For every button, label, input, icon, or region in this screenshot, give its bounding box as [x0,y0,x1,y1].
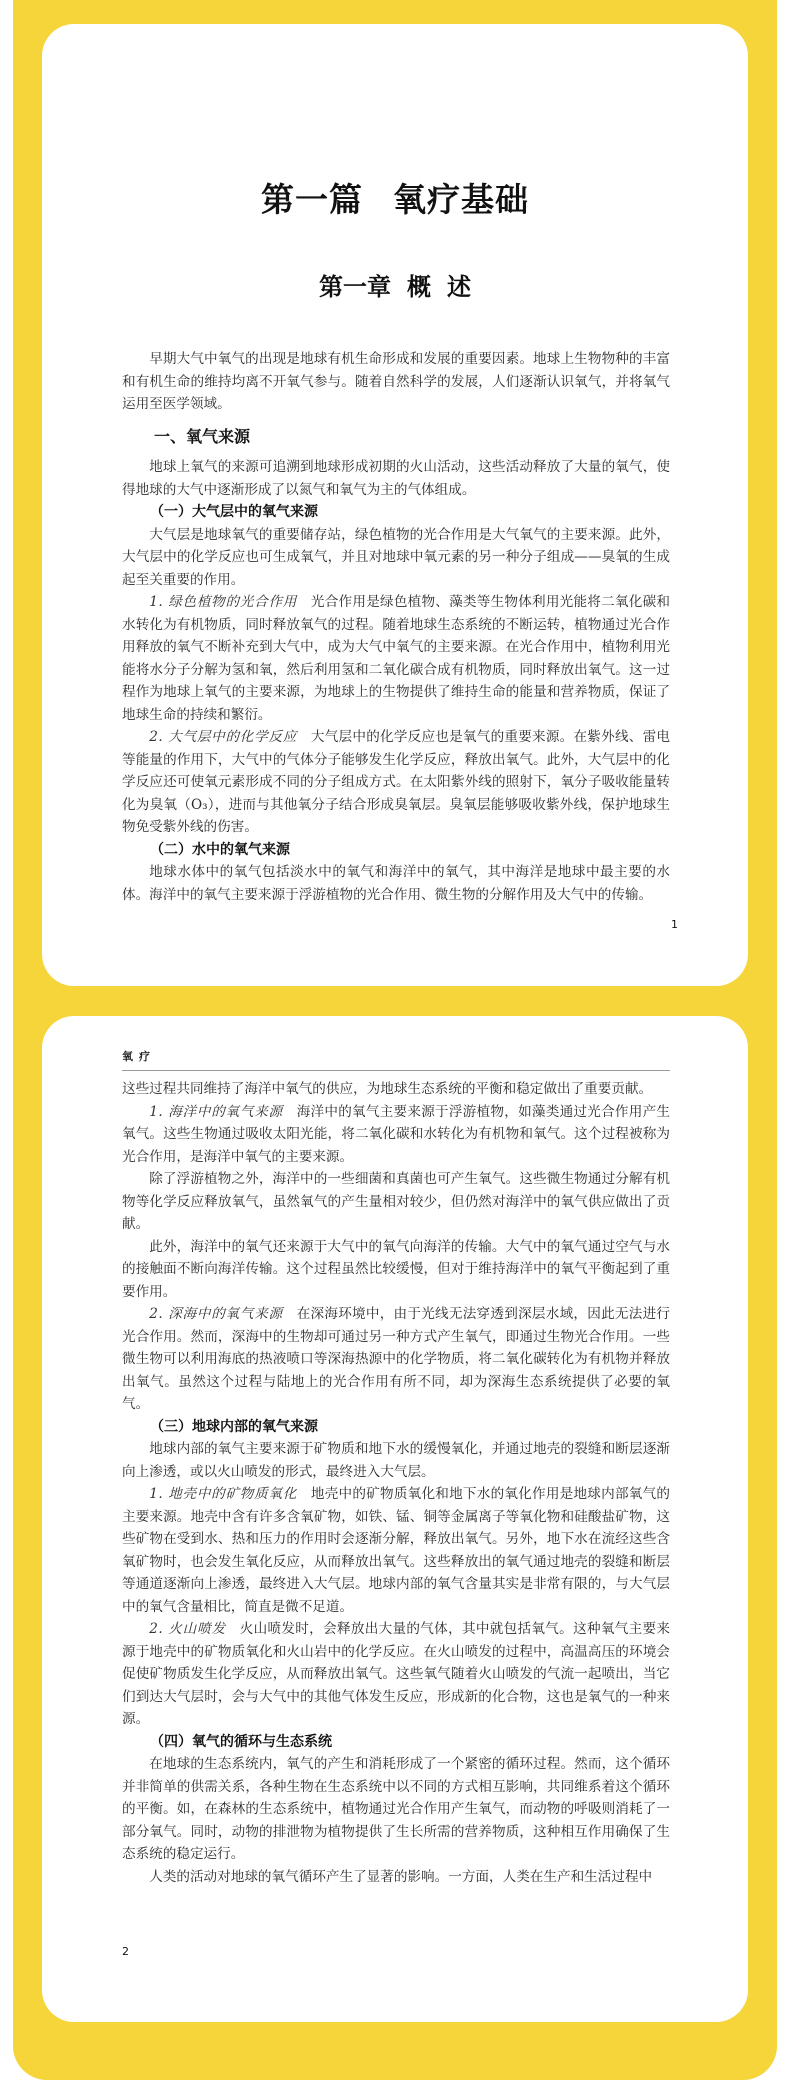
item-text-photosynthesis: 光合作用是绿色植物、藻类等生物体利用光能将二氧化碳和水转化为有机物质，同时释放氧气的过程。随着地球生态系统的不断运转，植物通过光合作用释放的氧气不断补充到大气中，成为大气中氧气的主要来源。在光合作用中，植物利用光能将水分子分解为氢和氧，然后利用氢和二氧化碳合成有机物质，同时释放出氧气。这一过程作为地球上氧气的主要来源，为地球上的生物提供了维持生命的能量和营养物质，保证了地球生命的持续和繁衍。 [122,594,671,723]
ocean-oxygen-paragraph [122,1101,670,1169]
item-text-chemical-reaction: 大气层中的化学反应也是氧气的重要来源。在紫外线、雷电等能量的作用下，大气中的气体分子能够发生化学反应，释放出氧气。此外，大气层中的化学反应还可使氧元素形成不同的分子组成方式。在太阳紫外线的照射下，氧分子吸收能量转化为臭氧（O₃），进而与其他氧分子结合形成臭氧层。臭氧层能够吸收紫外线，保护地球生物免受紫外线的伤害。 [122,729,671,835]
human-activity-paragraph: 人类的活动对地球的氧气循环产生了显著的影响。一方面，人类在生产和生活过程中 [149,1868,653,1885]
item-lead-photosynthesis: 1. 绿色植物的光合作用 [149,594,298,610]
atmosphere-intro-paragraph: 大气层是地球氧气的重要储存站，绿色植物的光合作用是大气氧气的主要来源。此外，大气层中的化学反应也可生成氧气，并且对地球中氧元素的另一种分子组成——臭氧的生成起至关重要的作用。 [122,526,670,588]
item-text-volcano: 火山喷发时，会释放出大量的气体，其中就包括氧气。这种氧气主要来源于地壳中的矿物质氧化和火山岩中的化学反应。在火山喷发的过程中，高温高压的环境会促使矿物质发生化学反应，从而释放出氧气。这些氧气随着火山喷发的气流一起喷出，当它们到达大气层时，会与大气中的其他气体发生反应，形成新的化合物，这也是氧气的一种来源。 [122,1621,671,1727]
atmospheric-transfer-paragraph: 此外，海洋中的氧气还来源于大气中的氧气向海洋的传输。大气中的氧气通过空气与水的接触面不断向海洋传输。这个过程虽然比较缓慢，但对于维持海洋中的氧气平衡起到了重要作用。 [122,1238,670,1300]
section-intro-paragraph: 地球上氧气的来源可追溯到地球形成初期的火山活动，这些活动释放了大量的氧气，使得地球的大气中逐渐形成了以氮气和氧气为主的气体组成。 [122,459,670,498]
subsection-heading-oxygen-cycle: （四）氧气的循环与生态系统 [150,1733,332,1750]
item-lead-deep-sea: 2. 深海中的氧气来源 [149,1306,283,1322]
item-text-ocean: 海洋中的氧气主要来源于浮游植物，如藻类通过光合作用产生氧气。这些生物通过吸收太阳光能，将二氧化碳和水转化为有机物和氧气。这个过程被称为光合作用，是海洋中氧气的主要来源。 [122,1103,670,1165]
page-number: 1 [671,918,678,931]
item-lead-ocean: 1. 海洋中的氧气来源 [149,1103,283,1120]
chemical-reaction-paragraph [122,726,670,839]
part-name: 氧疗基础 [393,180,529,219]
chapter-number: 第一章 [319,272,391,301]
chapter-word-2: 述 [447,272,471,301]
chapter-title [42,267,748,302]
subsection-heading-earth-interior: （三）地球内部的氧气来源 [150,1418,318,1435]
photosynthesis-paragraph [122,591,670,726]
part-number: 第一篇 [261,180,363,219]
subsection-heading-atmosphere: （一）大气层中的氧气来源 [150,504,318,520]
page-1-body [122,348,670,906]
intro-paragraph: 早期大气中氧气的出现是地球有机生命形成和发展的重要因素。地球上生物物种的丰富和有机生命的维持均离不开氧气参与。随着自然科学的发展，人们逐渐认识氧气，并将氧气运用至医学领域。 [122,351,670,412]
page-2-body [122,1078,670,1888]
part-title [42,174,748,221]
earth-interior-intro-paragraph: 地球内部的氧气主要来源于矿物质和地下水的缓慢氧化，并通过地壳的裂缝和断层逐渐向上渗透，或以火山喷发的形式，最终进入大气层。 [122,1441,670,1480]
item-lead-mineral-oxidation: 1. 地壳中的矿物质氧化 [149,1486,298,1502]
running-header: 氧疗 [122,1048,670,1071]
subsection-heading-water: （二）水中的氧气来源 [150,841,290,858]
continuation-paragraph: 这些过程共同维持了海洋中氧气的供应，为地球生态系统的平衡和稳定做出了重要贡献。 [122,1081,653,1097]
oxygen-cycle-paragraph: 在地球的生态系统内，氧气的产生和消耗形成了一个紧密的循环过程。然而，这个循环并非简单的供需关系，各种生物在生态系统中以不同的方式相互影响，共同维系着这个循环的平衡。如，在森林的生态系统中，植物通过光合作用产生氧气，而动物的呼吸则消耗了一部分氧气。同时，动物的排泄物为植物提供了生长所需的营养物质，这种相互作用确保了生态系统的稳定运行。 [122,1756,670,1862]
water-intro-paragraph: 地球水体中的氧气包括淡水中的氧气和海洋中的氧气，其中海洋是地球中最主要的水体。海洋中的氧气主要来源于浮游植物的光合作用、微生物的分解作用及大气中的传输。 [122,864,670,903]
item-text-mineral-oxidation: 地壳中的矿物质氧化和地下水的氧化作用是地球内部氧气的主要来源。地壳中含有许多含氧矿物，如铁、锰、铜等金属离子等氧化物和硅酸盐矿物，这些矿物在受到水、热和压力的作用时会逐渐分解，释放出氧气。另外，地下水在流经这些含氧矿物时，也会发生氧化反应，从而释放出氧气。这些释放出的氧气通过地壳的裂缝和断层等通道逐渐向上渗透，最终进入大气层。地球内部的氧气含量其实是非常有限的，与大气层中的氧气含量相比，简直是微不足道。 [122,1486,671,1615]
item-lead-chemical-reaction: 2. 大气层中的化学反应 [149,729,298,745]
mineral-oxidation-paragraph [122,1483,670,1618]
volcano-paragraph [122,1618,670,1731]
item-lead-volcano: 2. 火山喷发 [149,1621,226,1637]
item-text-deep-sea: 在深海环境中，由于光线无法穿透到深层水域，因此无法进行光合作用。然而，深海中的生物却可通过另一种方式产生氧气，即通过生物光合作用。一些微生物可以利用海底的热液喷口等深海热源中的化学物质，将二氧化碳转化为有机物并释放出氧气。虽然这个过程与陆地上的光合作用有所不同，却为深海生态系统提供了必要的氧气。 [122,1306,670,1412]
book-page-1 [42,24,748,986]
page-number: 2 [122,1945,129,1958]
deep-sea-paragraph [122,1303,670,1416]
book-page-2 [42,1016,748,2022]
section-heading-oxygen-sources: 一、氧气来源 [154,426,251,446]
chapter-word-1: 概 [407,272,431,301]
bacteria-paragraph: 除了浮游植物之外，海洋中的一些细菌和真菌也可产生氧气。这些微生物通过分解有机物等化学反应释放氧气，虽然氧气的产生量相对较少，但仍然对海洋中的氧气供应做出了贡献。 [122,1171,670,1232]
